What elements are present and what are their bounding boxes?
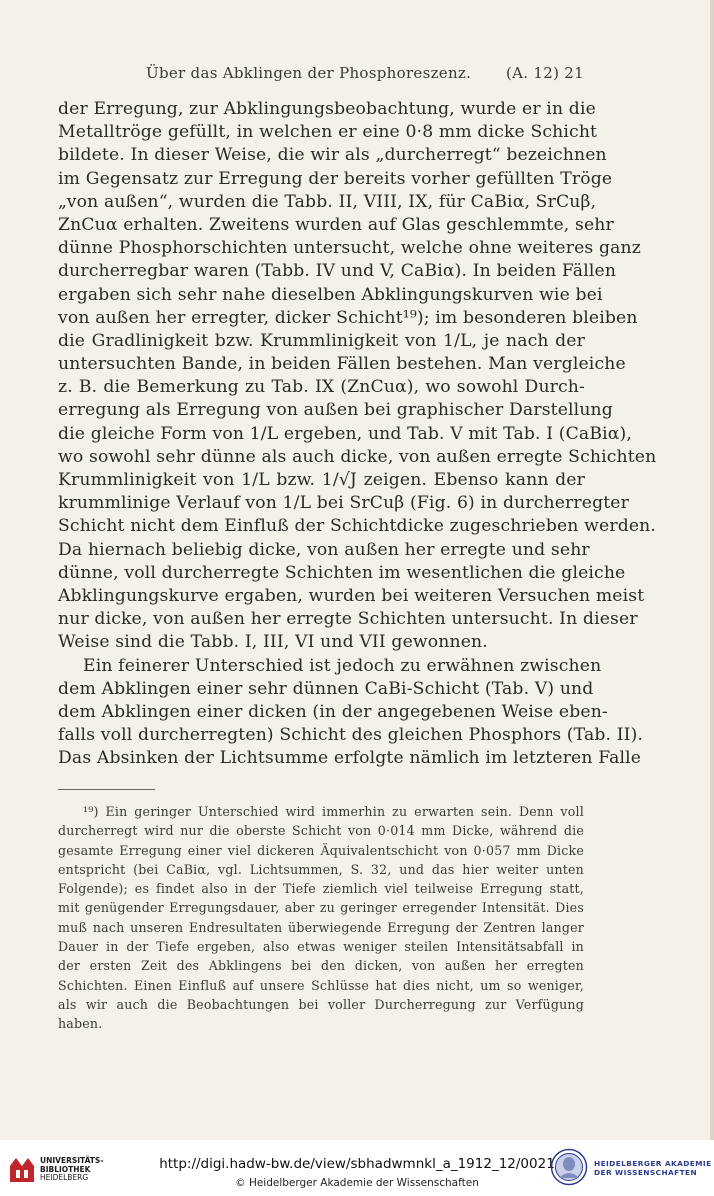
text-line: krummlinige Verlauf von 1/L bei SrCuβ (Fig. 6) in durcherregter <box>58 493 629 514</box>
running-title: Über das Abklingen der Phosphoreszenz. <box>146 64 472 82</box>
text-line: Krummlinigkeit von 1/L bzw. 1/√J zeigen. Ebenso kann der <box>58 470 585 490</box>
text-line: untersuchten Bande, in beiden Fällen bestehen. Man vergleiche <box>58 354 626 375</box>
text-line: dünne, voll durcherregte Schichten im wesentlichen die gleiche <box>58 562 626 583</box>
text-line: durcherregbar waren (Tabb. IV und V, CaBiα). In beiden Fällen <box>58 261 617 282</box>
footnote-line: muß nach unseren Endresultaten überwiegende Erregung der Zentren langer <box>58 919 584 935</box>
text-line: ergaben sich sehr nahe dieselben Abklingungskurven wie bei <box>58 284 603 305</box>
footnote-line: gesamte Erregung einer viel dickeren Äquivalentschicht von 0·057 mm Dicke <box>58 842 584 858</box>
text-line: Schicht nicht dem Einfluß der Schichtdicke zugeschrieben werden. <box>58 516 656 537</box>
footnote-line: entspricht (bei CaBiα, vgl. Lichtsummen, S. 32, und das hier weiter unten <box>58 861 584 877</box>
footer-bar <box>0 1140 714 1196</box>
footnote-line: als wir auch die Beobachtungen bei voller Durcherregung zur Verfügung <box>58 996 584 1012</box>
text-line: Das Absinken der Lichtsumme erfolgte nämlich im letzteren Falle <box>58 748 642 769</box>
text-line: erregung als Erregung von außen bei graphischer Darstellung <box>58 400 613 421</box>
footnote-line: ¹⁹) Ein geringer Unterschied wird immerhin zu erwarten sein. Denn voll <box>83 804 584 819</box>
page-reference: (A. 12) 21 <box>505 64 584 82</box>
ub-line-1: UNIVERSITÄTS- <box>40 1156 104 1165</box>
text-line: falls voll durcherregten) Schicht des gleichen Phosphors (Tab. II). <box>58 725 644 746</box>
footnote-line: Schichten. Einen Einfluß auf unsere Schlüsse hat dies nicht, um so weniger, <box>58 977 584 993</box>
copyright-notice: © Heidelberger Akademie der Wissenschaften <box>235 1177 479 1189</box>
text-line: dünne Phosphorschichten untersucht, welche ohne weiteres ganz <box>58 238 641 259</box>
ub-line-2: BIBLIOTHEK <box>40 1164 91 1174</box>
text-line: von außen her erregter, dicker Schicht¹⁹); im besonderen bleiben <box>58 307 638 328</box>
footnote-line: Dauer in der Tiefe ergeben, also etwas weniger steilen Intensitätsabfall in <box>58 939 584 955</box>
text-line: im Gegensatz zur Erregung der bereits vorher gefüllten Tröge <box>58 168 613 189</box>
text-line: dem Abklingen einer dicken (in der angegebenen Weise eben- <box>58 701 608 722</box>
footnote-line: der ersten Zeit des Abklingens bei den dicken, von außen her erregten <box>58 958 584 974</box>
text-line: wo sowohl sehr dünne als auch dicke, von außen erregte Schichten <box>58 446 657 467</box>
text-line: Weise sind die Tabb. I, III, VI und VII gewonnen. <box>58 632 488 653</box>
text-line: „von außen“, wurden die Tabb. II, VIII, IX, für CaBiα, SrCuβ, <box>58 191 597 212</box>
text-line: nur dicke, von außen her erregte Schichten untersucht. In dieser <box>58 609 638 630</box>
text-line: Metalltröge gefüllt, in welchen er eine 0·8 mm dicke Schicht <box>58 122 598 143</box>
ub-line-3: HEIDELBERG <box>40 1173 89 1182</box>
text-line: Da hiernach beliebig dicke, von außen her erregte und sehr <box>58 539 590 560</box>
academy-line-1: HEIDELBERGER AKADEMIE <box>594 1159 712 1168</box>
text-line: ZnCuα erhalten. Zweitens wurden auf Glas geschlemmte, sehr <box>58 214 614 235</box>
footnote-line: durcherregt wird nur die oberste Schicht von 0·014 mm Dicke, während die <box>58 823 584 839</box>
text-line: z. B. die Bemerkung zu Tab. IX (ZnCuα), wo sowohl Durch- <box>58 377 585 398</box>
footnote-line: haben. <box>58 1016 103 1032</box>
footnote-line: Folgende); es findet also in der Tiefe ziemlich viel teilweise Erregung statt, <box>58 881 584 897</box>
text-line: Abklingungskurve ergaben, wurden bei weiteren Versuchen meist <box>58 585 645 606</box>
footnote <box>58 802 584 1034</box>
text-line: Ein feinerer Unterschied ist jedoch zu erwähnen zwischen <box>83 655 602 676</box>
seal-head <box>563 1157 575 1171</box>
footnote-line: mit genügender Erregungsdauer, aber zu geringer erregender Intensität. Dies <box>58 900 584 916</box>
academy-name <box>594 1159 712 1177</box>
text-line: bildete. In dieser Weise, die wir als „durcherregt“ bezeichnen <box>58 145 607 166</box>
footnote-divider <box>58 789 155 790</box>
text-line: der Erregung, zur Abklingungsbeobachtung, wurde er in die <box>58 99 596 119</box>
text-line: die Gradlinigkeit bzw. Krummlinigkeit von 1/L, je nach der <box>58 330 585 351</box>
academy-seal-icon <box>550 1148 588 1186</box>
body-text <box>58 98 657 770</box>
permalink-url[interactable]: http://digi.hadw-bw.de/view/sbhadwmnkl_a_1912_12/0021 <box>159 1156 555 1172</box>
page-edge <box>710 0 714 1140</box>
text-line: dem Abklingen einer sehr dünnen CaBi-Schicht (Tab. V) und <box>58 678 594 699</box>
academy-line-2: DER WISSENSCHAFTEN <box>594 1168 698 1177</box>
text-line: die gleiche Form von 1/L ergeben, und Tab. V mit Tab. I (CaBiα), <box>58 423 632 444</box>
